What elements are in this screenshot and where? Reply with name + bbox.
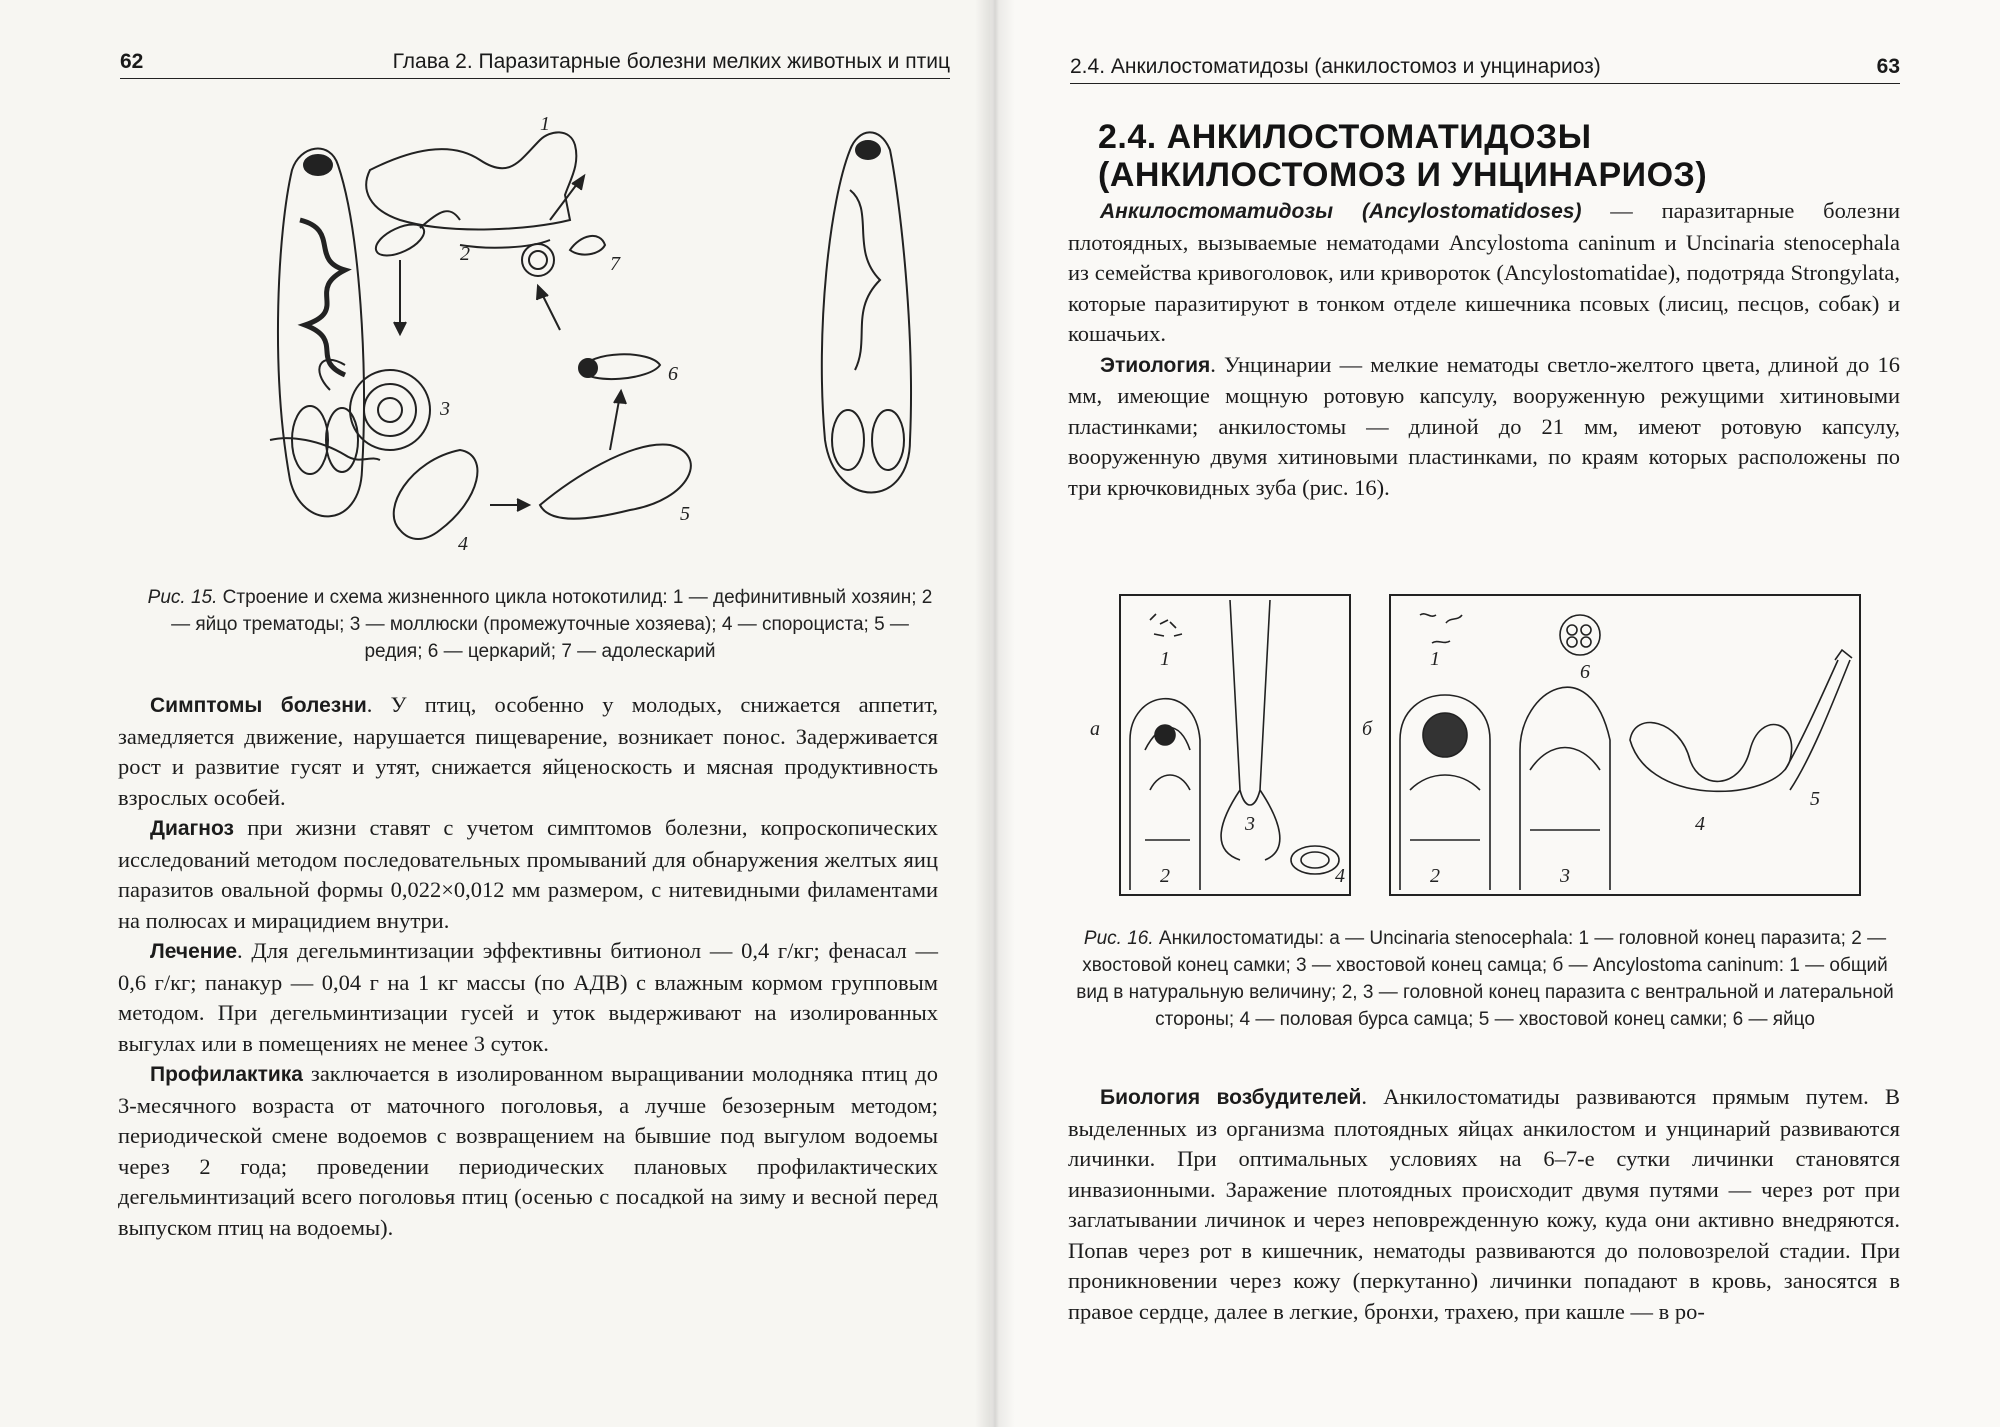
left-chapter-title: Глава 2. Паразитарные болезни мелких животных и птиц	[392, 50, 950, 73]
fig15-label-5: 5	[680, 503, 690, 525]
figure-16-caption-text: Анкилостоматиды: а — Uncinaria stenocephala: 1 — головной конец паразита; 2 — хвостовой конец самки; 3 — хвостовой конец самца; б — Ancylostoma caninum: 1 — общий вид в натуральную величину; 2, 3 — головной конец паразита с вентральной и латеральной стороны; 4 — половая бурса самца; 5 — хвостовой конец самки; 6 — яйцо	[1076, 928, 1894, 1030]
diagnosis-text: при жизни ставят с учетом симптомов болезни, копроскопических исследований методом последовательных промываний для обнаружения желтых яиц паразитов овальной формы 0,022×0,012 мм размером, с нитевидными филаментами на полюсах и мирацидием внутри.	[118, 815, 938, 933]
symptoms-paragraph	[118, 690, 938, 813]
book-gutter	[975, 0, 1015, 1427]
left-body-text	[118, 690, 938, 1243]
intro-term: Анкилостоматидозы (Ancylostomatidoses)	[1100, 200, 1582, 223]
right-body-text	[1068, 1082, 1900, 1327]
trematode-right	[822, 132, 911, 492]
biology-title: Биология возбудителей	[1100, 1086, 1362, 1109]
fig16a-num-2: 2	[1160, 865, 1170, 887]
right-page-number: 63	[1876, 55, 1900, 78]
snail-host	[350, 370, 430, 450]
fig16b-num-6: 6	[1580, 661, 1590, 683]
sporocyst	[394, 450, 478, 539]
symptoms-text: . У птиц, особенно у молодых, снижается аппетит, замедляется движение, нарушается пищеварение, возникает понос. Задерживается рост и развитие гусят и утят, снижается яйценоскость и мясная продуктивность взрослых особей.	[118, 692, 938, 810]
figure-15-caption	[140, 584, 940, 665]
right-section-title: 2.4. Анкилостоматидозы (анкилостомоз и унцинариоз)	[1070, 55, 1601, 78]
etiology-paragraph	[1068, 350, 1900, 504]
diagnosis-paragraph	[118, 813, 938, 936]
fig16b-head-lateral	[1520, 687, 1610, 890]
biology-text: . Анкилостоматиды развиваются прямым путем. В выделенных из организма плотоядных яйцах анкилостом и унцинарий развиваются личинки. При оптимальных условиях на 6–7-е сутки личинки становятся инвазионными. Заражение плотоядных происходит двумя путями — через рот при заглатывании личинок и через неповрежденную кожу, куда они активно внедряются. Попав через рот в кишечник, нематоды развиваются до половозрелой стадии. При проникновении через кожу (перкутанно) личинки попадают в кровь, заносятся в правое сердце, далее в легкие, бронхи, трахею, при кашле — в ро-	[1068, 1084, 1900, 1324]
left-page-number: 62	[120, 50, 144, 73]
fig16-panel-a	[1120, 595, 1350, 895]
section-heading-line1: 2.4. АНКИЛОСТОМАТИДОЗЫ	[1098, 118, 1592, 156]
prevention-text: заключается в изолированном выращивании молодняка птиц до 3-месячного возраста от маточного поголовья, а лучше безозерным методом; периодической смене водоемов с возвращением на бывшие под выгулом водоемы через 2 года; проведении периодических плановых профилактических дегельминтизаций всего поголовья птиц (осенью с посадкой на зиму и весной перед выпуском птиц на водоемы).	[118, 1061, 938, 1240]
fig16b-bursa	[1630, 723, 1792, 792]
fig15-label-6: 6	[668, 363, 678, 385]
figure-16-ancylostomatids	[1090, 590, 1870, 910]
fig16b-tail-female	[1785, 650, 1852, 790]
treatment-title: Лечение	[150, 940, 238, 963]
fig15-label-3: 3	[440, 398, 450, 420]
fig16b-num-4: 4	[1695, 813, 1705, 835]
treatment-text: . Для дегельминтизации эффективны битионол — 0,4 г/кг; фенасал — 0,6 г/кг; панакур — 0,04 г на 1 кг массы (по АДВ) с влажным кормом групповым методом. При дегельминтизации гусей и уток выдерживают на изолированных выгулах или в помещениях не менее 3 суток.	[118, 938, 938, 1056]
diagnosis-title: Диагноз	[150, 817, 234, 840]
etiology-title: Этиология	[1100, 353, 1211, 377]
figure-15-caption-prefix: Рис. 15.	[147, 587, 218, 608]
left-running-head	[120, 50, 950, 79]
figure-15-caption-text: Строение и схема жизненного цикла нотокотилид: 1 — дефинитивный хозяин; 2 — яйцо трематоды; 3 — моллюски (промежуточные хозяева); 4 — спороциста; 5 — редия; 6 — церкарий; 7 — адолескарий	[171, 587, 933, 662]
fig16b-num-2: 2	[1430, 865, 1440, 887]
fig15-label-7: 7	[610, 253, 620, 275]
right-running-head	[1070, 55, 1900, 84]
fig15-label-4: 4	[458, 533, 468, 555]
treatment-paragraph	[118, 936, 938, 1059]
fig16a-num-4: 4	[1335, 865, 1345, 887]
intro-paragraph	[1068, 196, 1900, 350]
fig15-label-1: 1	[540, 113, 550, 135]
prevention-title: Профилактика	[150, 1063, 303, 1086]
fig16b-num-1: 1	[1430, 648, 1440, 670]
redia	[540, 445, 691, 519]
etiology-text: . Унцинарии — мелкие нематоды светло-желтого цвета, длиной до 16 мм, имеющие мощную ротовую капсулу, вооруженную режущими хитиновыми пластинками; анкилостомы — длиной до 21 мм, имеют ротовую капсулу, вооруженную двумя хитиновыми пластинками, по краям которых расположены по три крючковидных зуба (рис. 16).	[1068, 351, 1900, 500]
swan-host	[366, 132, 576, 229]
symptoms-title: Симптомы болезни	[150, 694, 367, 717]
section-heading-line2: (АНКИЛОСТОМОЗ И УНЦИНАРИОЗ)	[1098, 156, 1708, 194]
figure-16-caption-prefix: Рис. 16.	[1083, 928, 1154, 949]
prevention-paragraph	[118, 1059, 938, 1243]
fig16-panel-b-label: б	[1362, 718, 1373, 740]
figure-15-lifecycle	[250, 110, 960, 580]
intro-text: — паразитарные болезни плотоядных, вызываемые нематодами Ancylostoma caninum и Uncinaria stenocephala из семейства кривоголовок, или кривороток (Ancylostomatidae), подотряда Strongylata, которые паразитируют в тонком отделе кишечника псовых (лисиц, песцов, собак) и кошачьих.	[1068, 198, 1900, 346]
fig16b-egg	[1560, 615, 1600, 655]
fig15-label-2: 2	[460, 243, 470, 265]
fig16b-num-3: 3	[1560, 865, 1570, 887]
fig16b-num-5: 5	[1810, 788, 1820, 810]
fig16a-egg	[1291, 846, 1339, 874]
biology-paragraph	[1068, 1082, 1900, 1327]
fig16a-num-3: 3	[1245, 813, 1255, 835]
adolescaria	[522, 244, 554, 276]
fig16a-num-1: 1	[1160, 648, 1170, 670]
trematode-egg	[371, 218, 428, 262]
right-intro-text	[1068, 196, 1900, 503]
figure-16-caption	[1070, 925, 1900, 1033]
fig16-panel-a-label: а	[1090, 718, 1100, 740]
section-heading	[1098, 118, 1878, 194]
